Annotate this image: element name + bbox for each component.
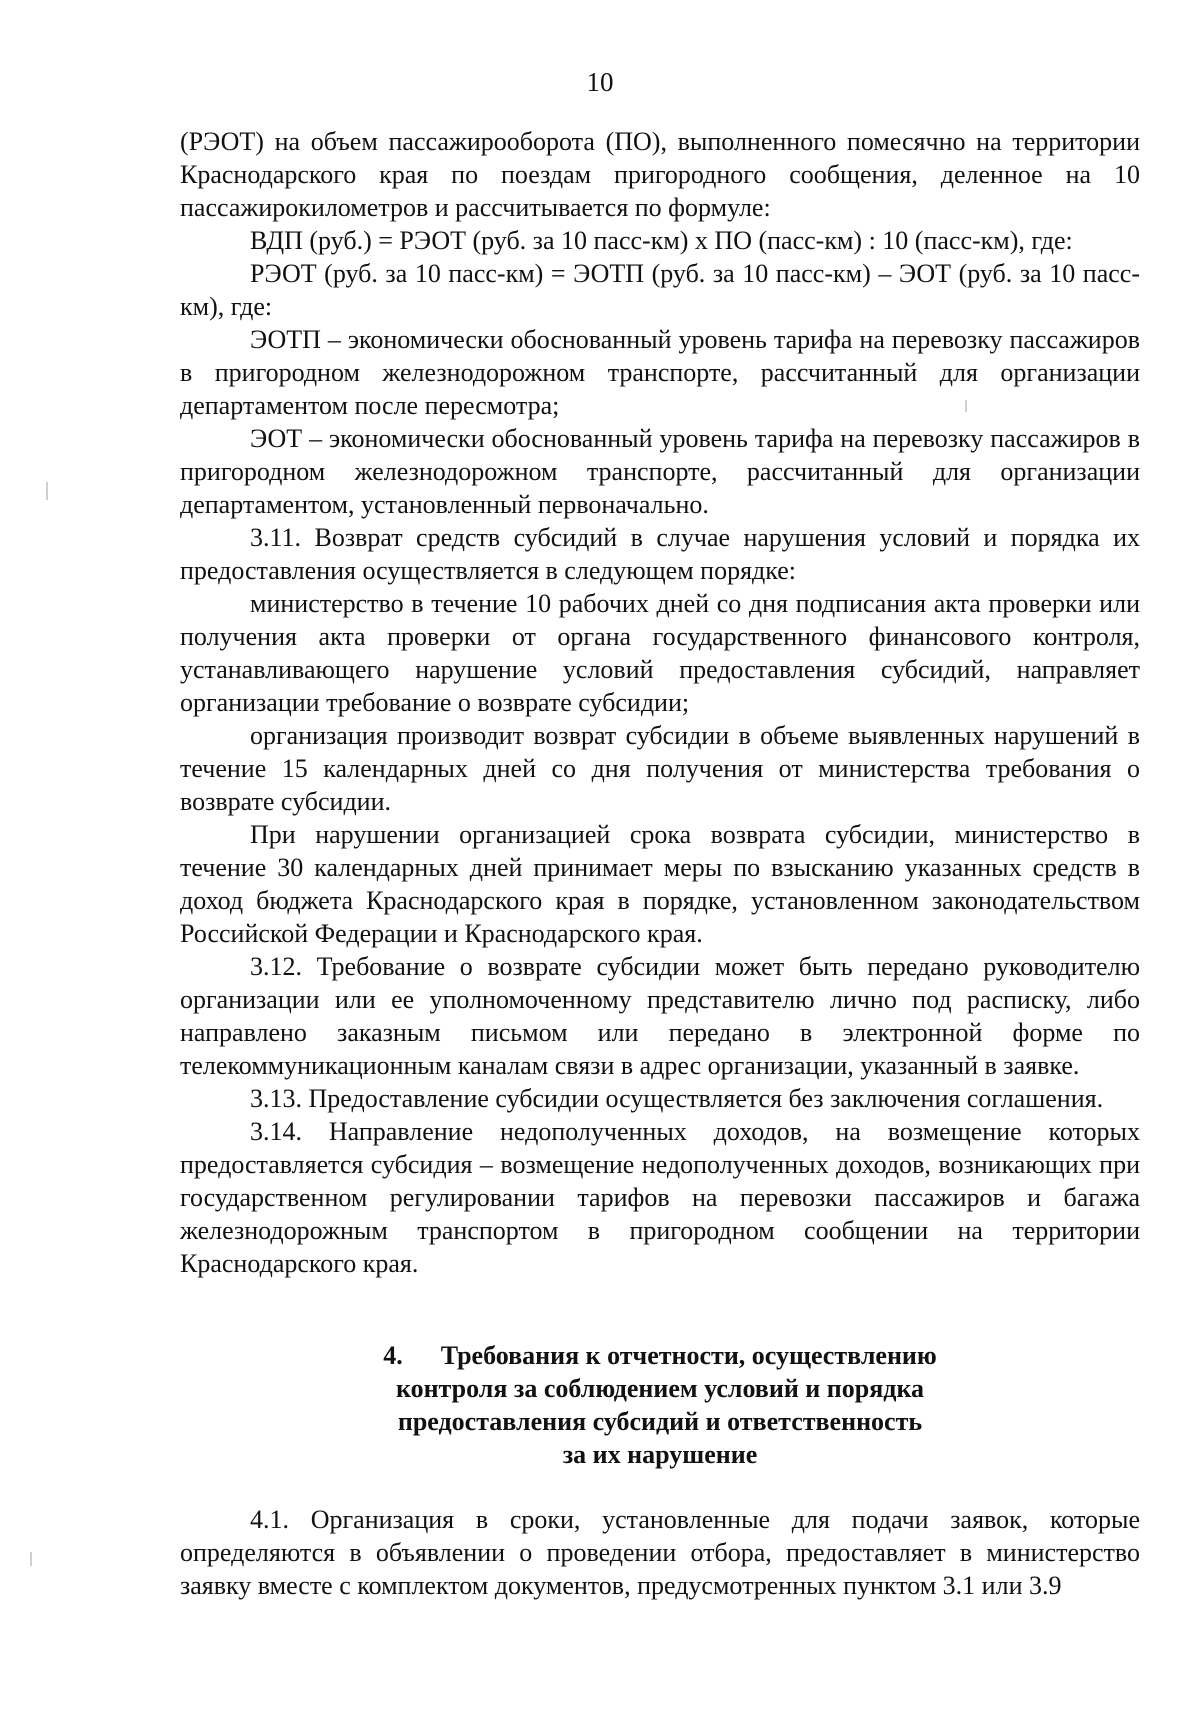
section-title-line: предоставления субсидий и ответственность — [397, 1407, 923, 1436]
formula-reot: РЭОТ (руб. за 10 пасс-км) = ЭОТП (руб. за 10 пасс-км) – ЭОТ (руб. за 10 пасс-км), где: — [180, 259, 1140, 321]
page-number: 10 — [586, 67, 614, 97]
paragraph: При нарушении организацией срока возврата субсидии, министерство в течение 30 календарных дней принимает меры по взысканию указанных средств в доход бюджета Краснодарского края в порядке, установленном законодательством Российской Федерации и Краснодарского края. — [180, 820, 1140, 948]
paragraph: организация производит возврат субсидии в объеме выявленных нарушений в течение 15 календарных дней со дня получения от министерства требования о возврате субсидии. — [180, 721, 1140, 816]
clause-4-1: 4.1. Организация в сроки, установленные для подачи заявок, которые определяются в объявлении о проведении отбора, предоставляет в министерство заявку вместе с комплектом документов, предусмотренных пунктом 3.1 или 3.9 — [180, 1505, 1140, 1600]
section-title-line: контроля за соблюдением условий и порядка — [395, 1374, 925, 1403]
scan-artifact-mark — [30, 1552, 32, 1566]
section-heading-line — [180, 1339, 1140, 1372]
section-heading — [180, 1339, 1140, 1471]
scan-artifact-mark — [46, 482, 48, 500]
definition-eot: ЭОТ – экономически обоснованный уровень тарифа на перевозку пассажиров в пригородном железнодорожном транспорте, рассчитанный для организации департаментом, установленный первоначально. — [180, 424, 1140, 519]
section-number: 4. — [383, 1341, 403, 1370]
body-text-lower — [180, 1503, 1140, 1602]
clause-3-11: 3.11. Возврат средств субсидий в случае нарушения условий и порядка их предоставления осуществляется в следующем порядке: — [180, 523, 1140, 585]
clause-3-13: 3.13. Предоставление субсидии осуществляется без заключения соглашения. — [250, 1084, 1104, 1113]
section-title-line: Требования к отчетности, осуществлению — [440, 1341, 937, 1370]
paragraph: (РЭОТ) на объем пассажирооборота (ПО), выполненного помесячно на территории Краснодарского края по поездам пригородного сообщения, деленное на 10 пассажирокилометров и рассчитывается по формуле: — [180, 127, 1140, 222]
definition-eotp: ЭОТП – экономически обоснованный уровень тарифа на перевозку пассажиров в пригородном железнодорожном транспорте, рассчитанный для организации департаментом после пересмотра; — [180, 325, 1140, 420]
scan-artifact-mark — [965, 400, 967, 412]
section-title-line: за их нарушение — [562, 1440, 758, 1469]
clause-3-12: 3.12. Требование о возврате субсидии может быть передано руководителю организации или ее уполномоченному представителю лично под расписку, либо направлено заказным письмом или передано в электронной форме по телекоммуникационным каналам связи в адрес организации, указанный в заявке. — [180, 952, 1140, 1080]
paragraph: министерство в течение 10 рабочих дней со дня подписания акта проверки или получения акта проверки от органа государственного финансового контроля, устанавливающего нарушение условий предоставления субсидий, направляет организации требование о возврате субсидии; — [180, 589, 1140, 717]
body-text-upper — [180, 125, 1140, 1280]
clause-3-14: 3.14. Направление недополученных доходов, на возмещение которых предоставляется субсидия – возмещение недополученных доходов, возникающих при государственном регулировании тарифов на перевозки пассажиров и багажа железнодорожным транспортом в пригородном сообщении на территории Краснодарского края. — [180, 1117, 1140, 1278]
formula-vdp: ВДП (руб.) = РЭОТ (руб. за 10 пасс-км) х ПО (пасс-км) : 10 (пасс-км), где: — [250, 226, 1073, 255]
